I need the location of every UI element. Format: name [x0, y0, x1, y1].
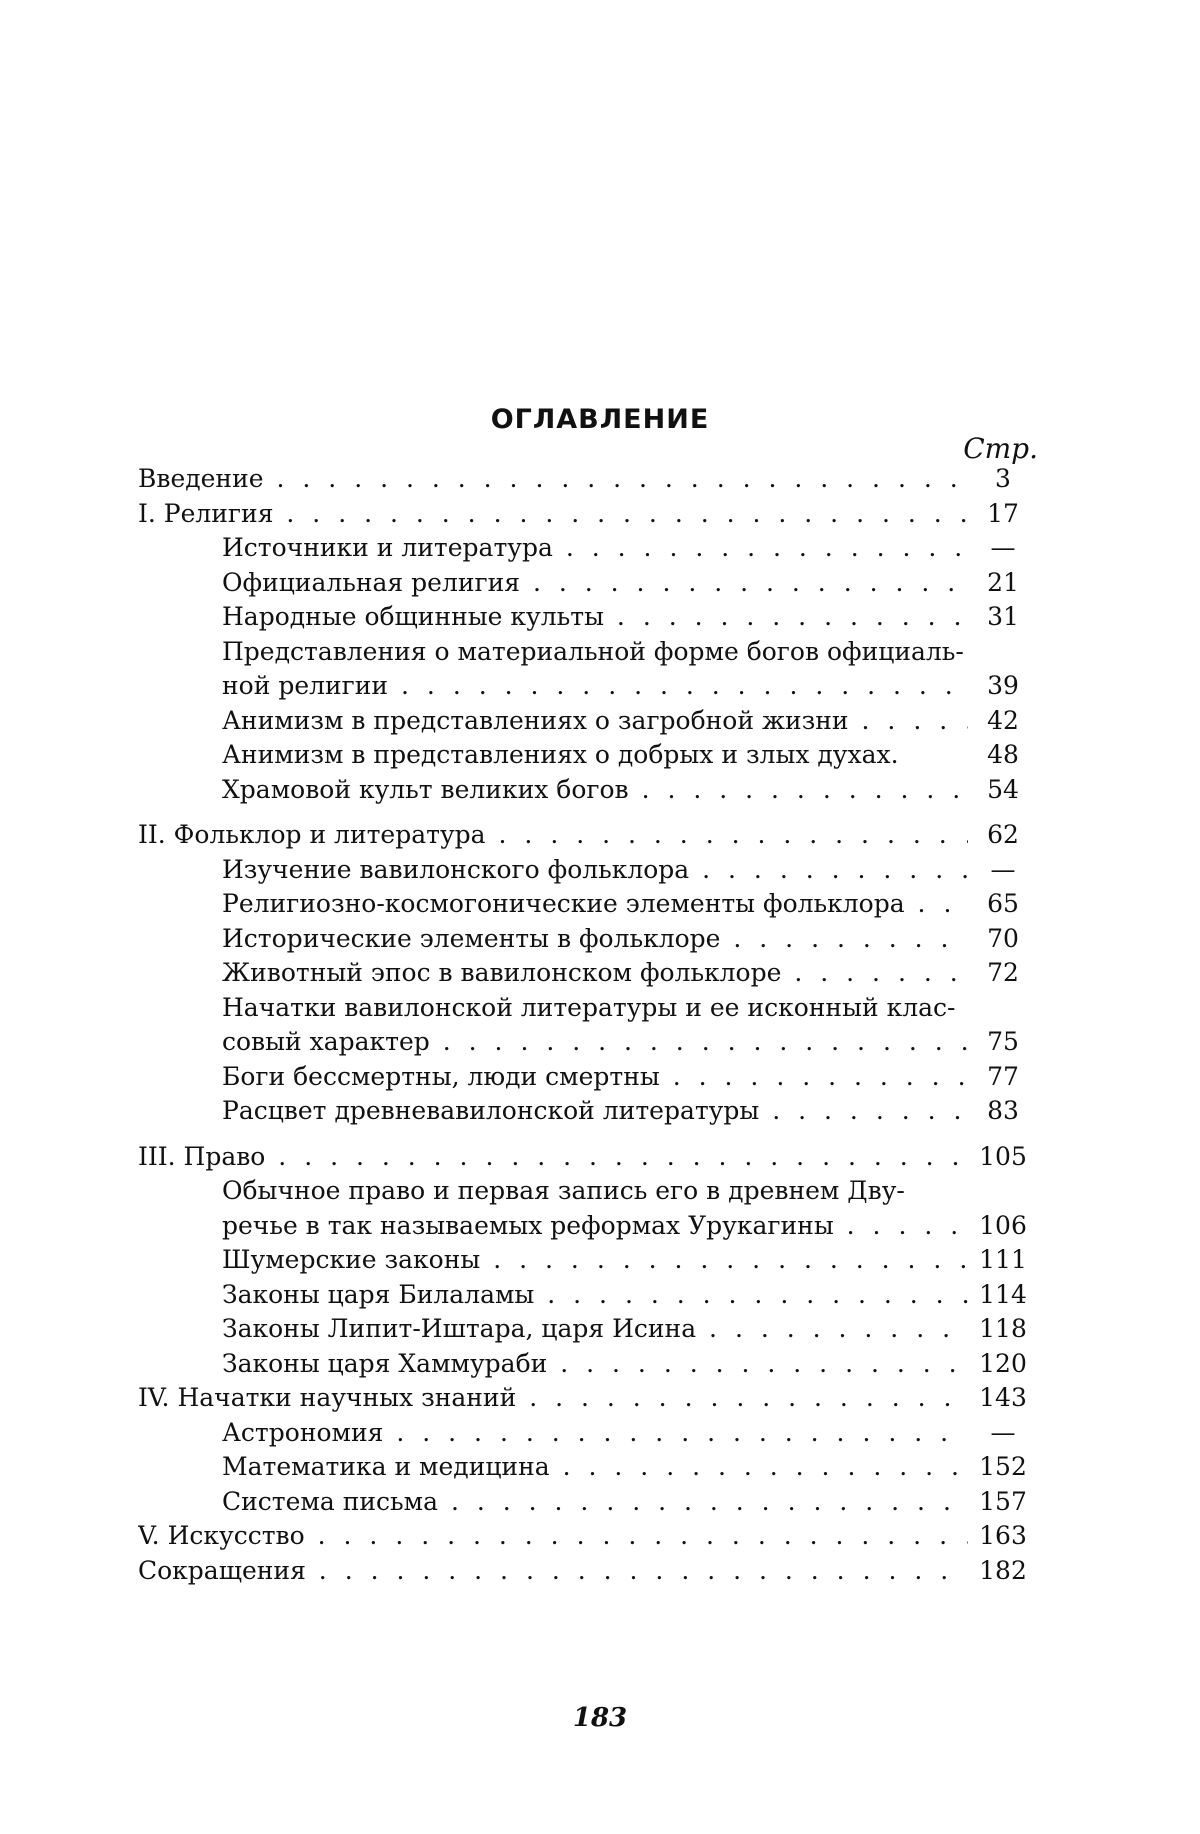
toc-entry: [138, 1243, 1038, 1278]
toc-entry-label: Анимизм в представлениях о загробной жизни . . .: [222, 704, 968, 739]
toc-entry-page: 182: [979, 1555, 1027, 1585]
toc-entry: [138, 1174, 1038, 1209]
toc-entry-label: Законы Липит-Иштара, царя Исина . . .: [222, 1312, 968, 1347]
toc-entry: [138, 887, 1038, 922]
toc-entry-page: 62: [987, 820, 1019, 849]
toc-entry-introduction: [138, 462, 1038, 497]
toc-entry-label: Источники и литература . . .: [222, 531, 968, 566]
toc-entry-label: Шумерские законы . . .: [222, 1243, 968, 1278]
toc-entry-page: 65: [987, 889, 1019, 918]
toc-entry-page: 163: [979, 1521, 1027, 1550]
toc-entry: [138, 738, 1038, 773]
toc-entry-page: 48: [987, 740, 1019, 769]
toc-entry-page: 42: [987, 705, 1019, 735]
toc-entry-label: Введение . . .: [138, 462, 968, 497]
toc-entry-label: Система письма . . .: [222, 1485, 968, 1520]
toc-entry: [138, 922, 1038, 957]
toc-entry: [138, 1416, 1038, 1451]
toc-entry: [138, 1278, 1038, 1313]
toc-entry-abbreviations: [138, 1554, 1038, 1589]
toc-entry-label: ной религии . . .: [222, 669, 968, 704]
toc-entry-page: —: [990, 533, 1016, 562]
toc-chapter-folklore: [138, 818, 1038, 853]
toc-entry-label: совый характер . . .: [222, 1025, 968, 1060]
toc-entry-page: 54: [987, 774, 1019, 804]
toc-entry-page: 83: [987, 1096, 1019, 1125]
toc-entry-label: Начатки вавилонской литературы и ее исконный клас-: [222, 992, 956, 1022]
toc-entry-page: 17: [987, 498, 1019, 528]
toc-entry-page: 157: [979, 1486, 1027, 1516]
toc-entry-label: Исторические элементы в фольклоре . . .: [222, 922, 968, 957]
toc-entry: [138, 1025, 1038, 1060]
toc-entry: [138, 1347, 1038, 1382]
toc-entry-page: —: [990, 854, 1016, 884]
toc-entry-page: 152: [979, 1452, 1027, 1481]
toc-entry-label: III. Право . . .: [138, 1140, 968, 1175]
toc-entry: [138, 566, 1038, 601]
toc-entry: [138, 1094, 1038, 1129]
toc-title: ОГЛАВЛЕНИЕ: [490, 404, 710, 435]
toc-entry-page: 114: [979, 1279, 1027, 1309]
toc-entry-label: IV. Начатки научных знаний . . .: [138, 1381, 968, 1416]
toc-entry-page: 105: [979, 1141, 1027, 1171]
toc-entry-label: Животный эпос в вавилонском фольклоре . . .: [222, 956, 968, 991]
toc-entry-label: Сокращения . . .: [138, 1554, 968, 1589]
toc-entry-label: Народные общинные культы . . .: [222, 600, 968, 635]
toc-entry: [138, 1060, 1038, 1095]
toc-entry-page: 111: [979, 1245, 1027, 1274]
toc-entry-page: 21: [987, 567, 1019, 597]
toc-entry-page: 77: [987, 1061, 1019, 1091]
toc-entry-label: Законы царя Хаммураби . . .: [222, 1347, 968, 1382]
toc-entry-label: Боги бессмертны, люди смертны . . .: [222, 1060, 968, 1095]
toc-entry-label: речье в так называемых реформах Урукагины . . .: [222, 1209, 968, 1244]
toc-entry-page: 118: [979, 1314, 1027, 1343]
toc-chapter-art: [138, 1519, 1038, 1554]
toc-entry: [138, 991, 1038, 1026]
toc-entry-page: —: [990, 1417, 1016, 1447]
toc-entry: [138, 531, 1038, 566]
toc-entry: [138, 1209, 1038, 1244]
toc-entry: [138, 773, 1038, 808]
toc-entry: [138, 635, 1038, 670]
toc-entry: [138, 1312, 1038, 1347]
toc-entry-label: Храмовой культ великих богов . . .: [222, 773, 968, 808]
toc-entry-page: 106: [979, 1210, 1027, 1240]
toc-entry: [138, 956, 1038, 991]
toc-entry-label: I. Религия . . .: [138, 497, 968, 532]
toc-entry-label: V. Искусство . . .: [138, 1519, 968, 1554]
toc-entry-label: Астрономия . . .: [222, 1416, 968, 1451]
page-number: 183: [572, 1703, 628, 1733]
toc-chapter-religion: [138, 497, 1038, 532]
toc-entry: [138, 600, 1038, 635]
toc-entry: [138, 704, 1038, 739]
toc-entry-label: Законы царя Билаламы . . .: [222, 1278, 968, 1313]
toc-entry-page: 70: [987, 923, 1019, 953]
toc-entry-label: Обычное право и первая запись его в древнем Дву-: [222, 1176, 905, 1205]
toc-entry-page: 143: [979, 1383, 1027, 1412]
toc-entry-page: 39: [987, 671, 1019, 700]
toc-entry-label: Представления о материальной форме богов официаль-: [222, 636, 964, 666]
toc-entry-label: Анимизм в представлениях о добрых и злых духах.: [222, 740, 899, 769]
toc-entry-page: 31: [987, 602, 1019, 631]
toc-entry-page: 3: [995, 464, 1011, 493]
toc-entry-page: 72: [987, 958, 1019, 987]
toc-entry-label: Изучение вавилонского фольклора . . .: [222, 853, 968, 888]
page-column-header: Стр.: [963, 432, 1038, 465]
toc-entry: [138, 669, 1038, 704]
toc-entry-label: Расцвет древневавилонской литературы . . .: [222, 1094, 968, 1129]
toc-chapter-science: [138, 1381, 1038, 1416]
toc-entry-label: Математика и медицина . . .: [222, 1450, 968, 1485]
toc-entry-label: Религиозно-космогонические элементы фольклора . . .: [222, 887, 968, 922]
toc-chapter-law: [138, 1140, 1038, 1175]
toc-entry-label: Официальная религия . . .: [222, 566, 968, 601]
toc-entry: [138, 1450, 1038, 1485]
table-of-contents: [138, 462, 1038, 1588]
toc-entry: [138, 1485, 1038, 1520]
toc-entry-page: 120: [979, 1348, 1027, 1378]
toc-entry: [138, 853, 1038, 888]
toc-entry-label: II. Фольклор и литература . . .: [138, 818, 968, 853]
toc-entry-page: 75: [987, 1027, 1019, 1056]
